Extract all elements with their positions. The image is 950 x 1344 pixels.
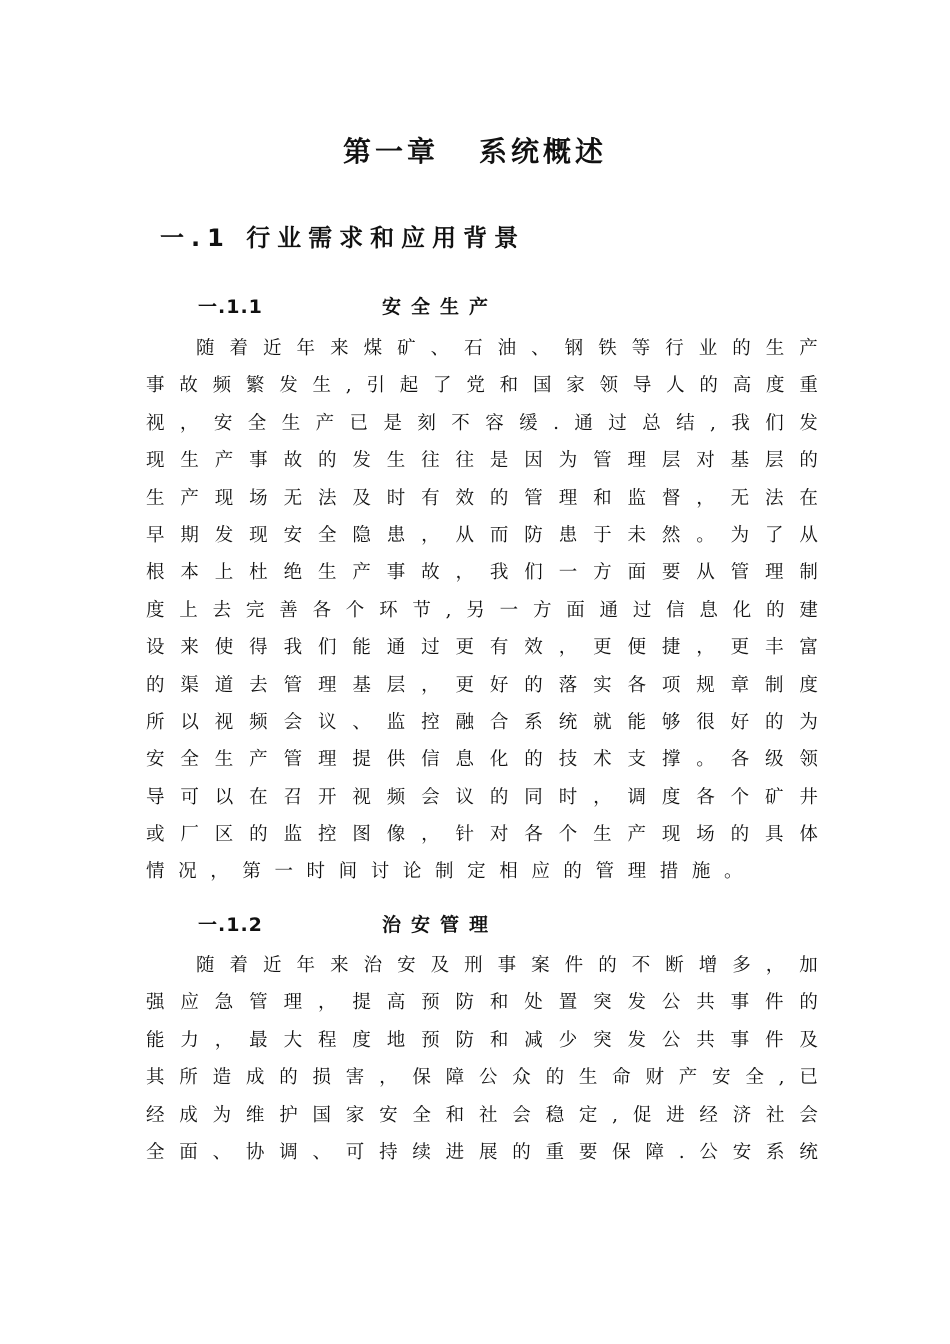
- subsection-heading-1: [198, 292, 498, 319]
- subsection-title: 安全生产: [382, 296, 499, 318]
- text-line: 根 本 上 杜 绝 生 产 事 故 ， 我 们 一 方 面 要 从 管 理 制: [146, 562, 818, 584]
- text-line: 随 着 近 年 来 治 安 及 刑 事 案 件 的 不 断 增 多 ， 加: [196, 955, 818, 976]
- text-line: 强 应 急 管 理 ， 提 高 预 防 和 处 置 突 发 公 共 事 件 的: [146, 992, 818, 1014]
- text-line: 情 况 ， 第 一 时 间 讨 论 制 定 相 应 的 管 理 措 施 。: [146, 861, 743, 883]
- text-line: 生 产 现 场 无 法 及 时 有 效 的 管 理 和 监 督 ， 无 法 在: [146, 487, 818, 509]
- chapter-number: 第一章: [342, 135, 439, 168]
- text-line: 所 以 视 频 会 议 、 监 控 融 合 系 统 就 能 够 很 好 的 为: [146, 711, 818, 733]
- text-line: 导 可 以 在 召 开 视 频 会 议 的 同 时 ， 调 度 各 个 矿 井: [146, 786, 818, 808]
- text-line: 设 来 使 得 我 们 能 通 过 更 有 效 ， 更 便 捷 ， 更 丰 富: [146, 637, 818, 659]
- section-number: 一.1: [160, 224, 231, 252]
- text-line: 事 故 频 繁 发 生 , 引 起 了 党 和 国 家 领 导 人 的 高 度 重: [146, 375, 818, 397]
- text-line: 现 生 产 事 故 的 发 生 往 往 是 因 为 管 理 层 对 基 层 的: [146, 450, 818, 472]
- text-line: 全 面 、 协 调 、 可 持 续 进 展 的 重 要 保 障 . 公 安 系 统: [146, 1141, 818, 1163]
- paragraph-safety-production: [146, 330, 818, 891]
- subsection-title: 治安管理: [382, 914, 499, 936]
- text-line: 的 渠 道 去 管 理 基 层 ， 更 好 的 落 实 各 项 规 章 制 度: [146, 674, 818, 696]
- text-line: 或 厂 区 的 监 控 图 像 ， 针 对 各 个 生 产 现 场 的 具 体: [146, 824, 818, 846]
- text-line: 早 期 发 现 安 全 隐 患 ， 从 而 防 患 于 未 然 。 为 了 从: [146, 524, 818, 546]
- text-line: 能 力 ， 最 大 程 度 地 预 防 和 减 少 突 发 公 共 事 件 及: [146, 1029, 818, 1051]
- text-line: 经 成 为 维 护 国 家 安 全 和 社 会 稳 定 , 促 进 经 济 社 会: [146, 1104, 818, 1126]
- subsection-heading-2: [198, 910, 498, 937]
- text-line: 其 所 造 成 的 损 害 ， 保 障 公 众 的 生 命 财 产 安 全 , 已: [146, 1067, 818, 1089]
- subsection-number: 一.1.2: [198, 914, 263, 936]
- text-line: 随 着 近 年 来 煤 矿 、 石 油 、 钢 铁 等 行 业 的 生 产: [196, 338, 818, 359]
- text-line: 安 全 生 产 管 理 提 供 信 息 化 的 技 术 支 撑 。 各 级 领: [146, 749, 818, 771]
- section-heading: [160, 218, 525, 253]
- chapter-name: 系统概述: [479, 135, 608, 168]
- paragraph-public-security: [146, 947, 818, 1171]
- text-line: 视 ， 安 全 生 产 已 是 刻 不 容 缓 . 通 过 总 结 , 我 们 发: [146, 412, 818, 434]
- section-title: 行业需求和应用背景: [246, 224, 526, 252]
- chapter-title: [0, 130, 950, 170]
- subsection-number: 一.1.1: [198, 296, 263, 318]
- text-line: 度 上 去 完 善 各 个 环 节 , 另 一 方 面 通 过 信 息 化 的 建: [146, 599, 818, 621]
